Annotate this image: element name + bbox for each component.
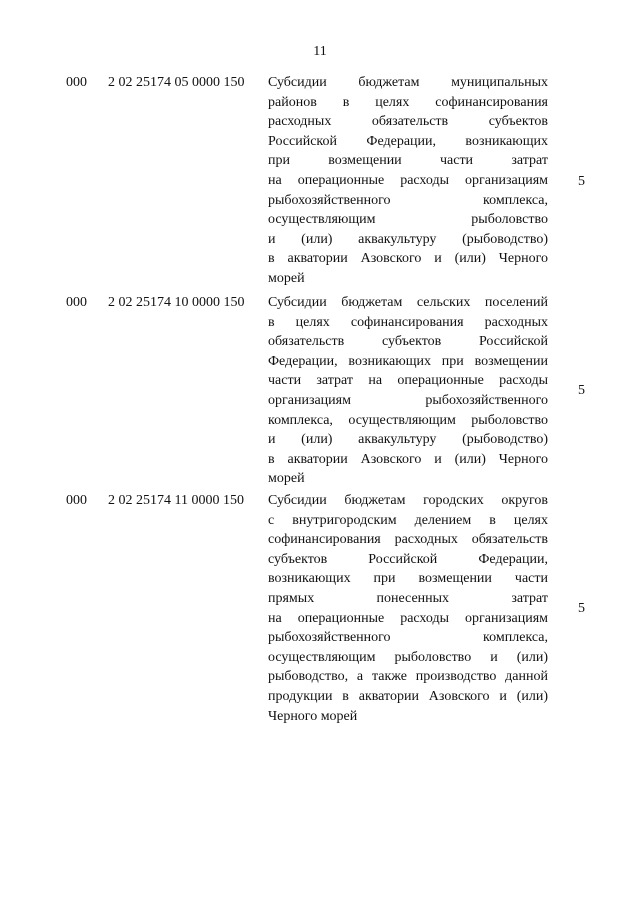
description-line: Федерации, возникающих при возмещении [268,353,548,369]
description-line: софинансирования расходных обязательств [268,532,548,548]
description-line: Субсидии бюджетам муниципальных [268,75,548,90]
description-line: Субсидии бюджетам сельских поселений [268,295,548,310]
description-line: рыбохозяйственного комплекса, [268,630,548,646]
description-line: расходных обязательств субъектов [268,114,548,130]
budget-classification-code: 2 02 25174 10 0000 150 [108,295,245,310]
description-line: комплекса, осуществляющим рыболовство [268,412,548,428]
admin-code: 000 [66,75,87,90]
entry-description [268,293,548,489]
description-line: рыбохозяйственного комплекса, [268,192,548,208]
entry-description [268,491,548,726]
description-line: в акватории Азовского и (или) Черного [268,451,548,467]
description-line: в целях софинансирования расходных [268,314,548,330]
description-line: обязательств субъектов Российской [268,334,548,350]
entry-amount: 5 [578,174,585,189]
entry-amount: 5 [578,601,585,616]
admin-code: 000 [66,295,87,310]
description-line: части затрат на операционные расходы [268,373,548,389]
description-line: районов в целях софинансирования [268,94,548,110]
description-line: Российской Федерации, возникающих [268,133,548,149]
description-line: на операционные расходы организациям [268,610,548,626]
entry-description [268,73,548,289]
description-line: Черного морей [268,708,358,724]
description-line: и (или) аквакультуру (рыбоводство) [268,231,548,247]
description-line: возникающих при возмещении части [268,571,548,587]
description-line: и (или) аквакультуру (рыбоводство) [268,432,548,448]
budget-classification-code: 2 02 25174 11 0000 150 [108,493,244,508]
description-line: морей [268,270,305,286]
description-line: прямых понесенных затрат [268,590,548,606]
description-line: осуществляющим рыболовство [268,212,548,228]
entry-amount: 5 [578,383,585,398]
description-line: на операционные расходы организациям [268,172,548,188]
page-number: 11 [313,44,327,59]
description-line: при возмещении части затрат [268,153,548,169]
description-line: Субсидии бюджетам городских округов [268,493,548,508]
description-line: продукции в акватории Азовского и (или) [268,688,548,704]
description-line: осуществляющим рыболовство и (или) [268,649,548,665]
description-line: морей [268,471,305,487]
description-line: в акватории Азовского и (или) Черного [268,251,548,267]
budget-classification-code: 2 02 25174 05 0000 150 [108,75,245,90]
description-line: организациям рыбохозяйственного [268,392,548,408]
description-line: с внутригородским делением в целях [268,512,548,528]
description-line: субъектов Российской Федерации, [268,551,548,567]
admin-code: 000 [66,493,87,508]
description-line: рыбоводство, а также производство данной [268,669,548,685]
